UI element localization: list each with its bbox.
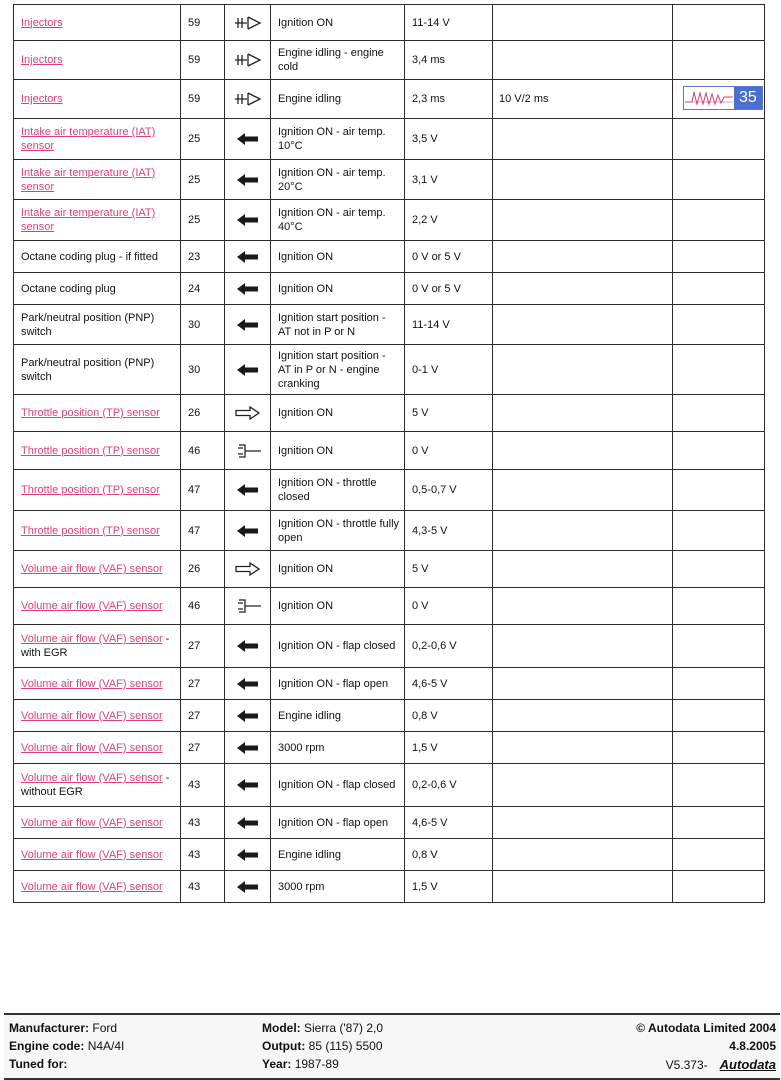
value-cell: 11-14 V	[405, 5, 493, 41]
value-cell: 1,5 V	[405, 871, 493, 903]
table-row	[14, 871, 765, 903]
waveform-cell	[673, 305, 765, 345]
scope-setting-cell	[493, 273, 673, 305]
version: V5.373-	[665, 1058, 708, 1072]
injector-symbol-icon	[225, 5, 271, 41]
value-cell: 3,5 V	[405, 119, 493, 160]
value-cell: 2,3 ms	[405, 80, 493, 119]
component-cell[interactable]	[14, 551, 181, 588]
scope-setting-cell	[493, 764, 673, 807]
manufacturer-value: Ford	[92, 1021, 118, 1035]
value-cell: 0,2-0,6 V	[405, 764, 493, 807]
component-cell[interactable]	[14, 511, 181, 551]
engine-code-label: Engine code:	[9, 1039, 85, 1053]
input-arrow-icon	[225, 700, 271, 732]
waveform-cell	[673, 700, 765, 732]
table-row	[14, 588, 765, 625]
pin-cell: 43	[181, 764, 225, 807]
waveform-cell	[673, 5, 765, 41]
table-row	[14, 625, 765, 668]
waveform-cell	[673, 588, 765, 625]
input-arrow-icon	[225, 668, 271, 700]
scope-setting-cell	[493, 668, 673, 700]
component-cell[interactable]	[14, 80, 181, 119]
scope-setting-cell	[493, 700, 673, 732]
value-cell: 3,4 ms	[405, 41, 493, 80]
value-cell: 0-1 V	[405, 345, 493, 395]
component-link[interactable]: Intake air temperature (IAT) sensor	[21, 126, 156, 152]
scope-setting-cell	[493, 470, 673, 511]
year-value: 1987-89	[294, 1057, 339, 1071]
component-cell[interactable]	[14, 5, 181, 41]
input-arrow-icon	[225, 160, 271, 200]
waveform-cell	[673, 119, 765, 160]
component-cell[interactable]	[14, 588, 181, 625]
table-row	[14, 305, 765, 345]
scope-setting-cell	[493, 807, 673, 839]
condition-cell: Ignition ON - flap closed	[271, 764, 405, 807]
condition-cell: Engine idling	[271, 700, 405, 732]
scope-setting-cell	[493, 625, 673, 668]
value-cell: 0,5-0,7 V	[405, 470, 493, 511]
component-cell[interactable]	[14, 160, 181, 200]
table-row	[14, 807, 765, 839]
output-label: Output:	[262, 1039, 306, 1053]
pin-cell: 27	[181, 668, 225, 700]
scope-setting-cell	[493, 160, 673, 200]
pin-cell: 27	[181, 625, 225, 668]
condition-cell: 3000 rpm	[271, 871, 405, 903]
waveform-cell	[673, 839, 765, 871]
condition-cell: Ignition start position - AT in P or N - engine cranking	[271, 345, 405, 395]
value-cell: 0,8 V	[405, 839, 493, 871]
table-row	[14, 470, 765, 511]
scope-setting-cell	[493, 871, 673, 903]
input-arrow-icon	[225, 625, 271, 668]
condition-cell: Engine idling	[271, 80, 405, 119]
value-cell: 5 V	[405, 551, 493, 588]
component-name: Park/neutral position (PNP) switch	[21, 356, 155, 383]
component-link[interactable]: Intake air temperature (IAT) sensor	[21, 207, 156, 233]
component-link[interactable]: Volume air flow (VAF) sensor	[21, 772, 163, 784]
component-cell[interactable]	[14, 700, 181, 732]
pin-cell: 43	[181, 807, 225, 839]
pin-cell: 27	[181, 732, 225, 764]
value-cell: 0,8 V	[405, 700, 493, 732]
waveform-number: 35	[734, 87, 762, 109]
scope-setting-cell	[493, 5, 673, 41]
table-row	[14, 41, 765, 80]
component-cell[interactable]	[14, 625, 181, 668]
condition-cell: Ignition ON - air temp. 20°C	[271, 160, 405, 200]
component-link[interactable]: Throttle position (TP) sensor	[21, 484, 160, 496]
scope-setting-cell	[493, 200, 673, 241]
waveform-cell	[673, 160, 765, 200]
waveform-cell	[673, 200, 765, 241]
waveform-link[interactable]	[683, 86, 763, 110]
waveform-cell[interactable]	[673, 80, 765, 119]
table-row	[14, 839, 765, 871]
waveform-cell	[673, 241, 765, 273]
component-link[interactable]: Volume air flow (VAF) sensor	[21, 880, 163, 893]
tuned-for-label: Tuned for:	[9, 1057, 68, 1071]
value-cell: 4,6-5 V	[405, 668, 493, 700]
scope-setting-cell	[493, 588, 673, 625]
value-cell: 3,1 V	[405, 160, 493, 200]
waveform-cell	[673, 432, 765, 470]
table-row	[14, 511, 765, 551]
engine-code-value: N4A/4I	[87, 1039, 125, 1053]
scope-setting-cell	[493, 119, 673, 160]
input-arrow-icon	[225, 273, 271, 305]
condition-cell: Ignition ON	[271, 241, 405, 273]
condition-cell: Ignition ON - flap open	[271, 668, 405, 700]
value-cell: 0 V	[405, 432, 493, 470]
pin-cell: 25	[181, 160, 225, 200]
component-link[interactable]: Volume air flow (VAF) sensor	[21, 816, 163, 829]
condition-cell: Engine idling - engine cold	[271, 41, 405, 80]
condition-cell: Ignition ON	[271, 551, 405, 588]
waveform-icon	[684, 88, 734, 108]
manufacturer-label: Manufacturer:	[9, 1021, 90, 1035]
year-label: Year:	[262, 1057, 292, 1071]
table-row	[14, 119, 765, 160]
injector-symbol-icon	[225, 41, 271, 80]
component-cell[interactable]	[14, 395, 181, 432]
component-link[interactable]: Throttle position (TP) sensor	[21, 444, 160, 457]
value-cell: 0,2-0,6 V	[405, 625, 493, 668]
condition-cell: Ignition ON - throttle closed	[271, 470, 405, 511]
scope-setting-cell	[493, 732, 673, 764]
autodata-logo: Autodata	[719, 1057, 776, 1072]
condition-cell: Ignition start position - AT not in P or N	[271, 305, 405, 345]
condition-cell: Ignition ON - flap closed	[271, 625, 405, 668]
input-arrow-icon	[225, 470, 271, 511]
pin-cell: 47	[181, 470, 225, 511]
table-row	[14, 732, 765, 764]
output-arrow-icon	[225, 551, 271, 588]
pin-cell: 59	[181, 41, 225, 80]
value-cell: 5 V	[405, 395, 493, 432]
table-row	[14, 551, 765, 588]
pin-cell: 30	[181, 345, 225, 395]
waveform-cell	[673, 273, 765, 305]
component-link[interactable]: Intake air temperature (IAT) sensor	[21, 166, 156, 193]
condition-cell: Ignition ON	[271, 5, 405, 41]
table-row	[14, 432, 765, 470]
waveform-cell	[673, 807, 765, 839]
scope-setting-cell	[493, 511, 673, 551]
pin-cell: 59	[181, 80, 225, 119]
input-arrow-icon	[225, 764, 271, 807]
injector-symbol-icon	[225, 80, 271, 119]
pin-cell: 26	[181, 395, 225, 432]
waveform-cell	[673, 511, 765, 551]
component-cell	[14, 273, 181, 305]
component-link[interactable]: Volume air flow (VAF) sensor	[21, 600, 163, 612]
component-link[interactable]: Volume air flow (VAF) sensor	[21, 741, 163, 754]
model-label: Model:	[262, 1021, 301, 1035]
table-row	[14, 80, 765, 119]
table-row	[14, 273, 765, 305]
waveform-cell	[673, 871, 765, 903]
value-cell: 1,5 V	[405, 732, 493, 764]
pin-cell: 30	[181, 305, 225, 345]
pin-cell: 43	[181, 871, 225, 903]
table-row	[14, 345, 765, 395]
waveform-cell	[673, 345, 765, 395]
component-link[interactable]: Injectors	[21, 93, 63, 105]
measurement-table	[13, 4, 765, 903]
scope-setting-cell	[493, 839, 673, 871]
condition-cell: 3000 rpm	[271, 732, 405, 764]
table-row	[14, 764, 765, 807]
pin-cell: 25	[181, 200, 225, 241]
table-row	[14, 395, 765, 432]
component-cell[interactable]	[14, 807, 181, 839]
input-arrow-icon	[225, 241, 271, 273]
pin-cell: 46	[181, 588, 225, 625]
copyright: © Autodata Limited 2004	[636, 1021, 776, 1035]
waveform-cell	[673, 470, 765, 511]
waveform-cell	[673, 41, 765, 80]
table-row	[14, 160, 765, 200]
component-cell[interactable]	[14, 764, 181, 807]
model-value: Sierra ('87) 2,0	[304, 1021, 384, 1035]
waveform-cell	[673, 732, 765, 764]
value-cell: 11-14 V	[405, 305, 493, 345]
component-link[interactable]: Volume air flow (VAF) sensor	[21, 709, 163, 722]
input-arrow-icon	[225, 871, 271, 903]
component-link[interactable]: Volume air flow (VAF) sensor	[21, 633, 163, 645]
waveform-cell	[673, 764, 765, 807]
scope-setting-cell: 10 V/2 ms	[493, 80, 673, 119]
component-cell[interactable]	[14, 470, 181, 511]
input-arrow-icon	[225, 732, 271, 764]
component-cell[interactable]	[14, 41, 181, 80]
table-row	[14, 700, 765, 732]
input-arrow-icon	[225, 200, 271, 241]
pin-cell: 43	[181, 839, 225, 871]
pin-cell: 46	[181, 432, 225, 470]
component-link[interactable]: Volume air flow (VAF) sensor	[21, 563, 163, 575]
condition-cell: Ignition ON	[271, 273, 405, 305]
input-arrow-icon	[225, 839, 271, 871]
condition-cell: Engine idling	[271, 839, 405, 871]
condition-cell: Ignition ON - throttle fully open	[271, 511, 405, 551]
input-arrow-icon	[225, 345, 271, 395]
condition-cell: Ignition ON	[271, 588, 405, 625]
component-link[interactable]: Injectors	[21, 54, 63, 66]
scope-setting-cell	[493, 395, 673, 432]
value-cell: 2,2 V	[405, 200, 493, 241]
waveform-cell	[673, 551, 765, 588]
ground-symbol-icon	[225, 432, 271, 470]
input-arrow-icon	[225, 511, 271, 551]
component-suffix: - with EGR	[21, 633, 170, 659]
input-arrow-icon	[225, 807, 271, 839]
component-name: Park/neutral position (PNP) switch	[21, 311, 155, 338]
component-cell	[14, 345, 181, 395]
component-link[interactable]: Volume air flow (VAF) sensor	[21, 848, 163, 861]
component-cell	[14, 241, 181, 273]
output-arrow-icon	[225, 395, 271, 432]
condition-cell: Ignition ON - air temp. 10°C	[271, 119, 405, 160]
value-cell: 4,6-5 V	[405, 807, 493, 839]
scope-setting-cell	[493, 305, 673, 345]
pin-cell: 25	[181, 119, 225, 160]
pin-cell: 27	[181, 700, 225, 732]
component-name: Octane coding plug	[21, 282, 116, 295]
component-link[interactable]: Throttle position (TP) sensor	[21, 524, 160, 537]
ground-symbol-icon	[225, 588, 271, 625]
value-cell: 4,3-5 V	[405, 511, 493, 551]
waveform-cell	[673, 625, 765, 668]
waveform-cell	[673, 395, 765, 432]
output-value: 85 (115) 5500	[308, 1039, 383, 1053]
table-row	[14, 241, 765, 273]
component-cell	[14, 305, 181, 345]
value-cell: 0 V or 5 V	[405, 241, 493, 273]
pin-cell: 47	[181, 511, 225, 551]
component-link[interactable]: Injectors	[21, 16, 63, 29]
component-cell[interactable]	[14, 871, 181, 903]
component-link[interactable]: Throttle position (TP) sensor	[21, 407, 160, 419]
footer	[4, 1013, 780, 1080]
scope-setting-cell	[493, 241, 673, 273]
waveform-cell	[673, 668, 765, 700]
scope-setting-cell	[493, 551, 673, 588]
condition-cell: Ignition ON - flap open	[271, 807, 405, 839]
component-suffix: - without EGR	[21, 772, 170, 798]
component-cell[interactable]	[14, 732, 181, 764]
pin-cell: 59	[181, 5, 225, 41]
scope-setting-cell	[493, 41, 673, 80]
scope-setting-cell	[493, 345, 673, 395]
component-cell[interactable]	[14, 432, 181, 470]
value-cell: 0 V or 5 V	[405, 273, 493, 305]
component-name: Octane coding plug - if fitted	[21, 250, 158, 263]
table-row	[14, 668, 765, 700]
pin-cell: 24	[181, 273, 225, 305]
table-row	[14, 5, 765, 41]
input-arrow-icon	[225, 119, 271, 160]
print-date: 4.8.2005	[729, 1039, 776, 1053]
table-row	[14, 200, 765, 241]
component-link[interactable]: Volume air flow (VAF) sensor	[21, 677, 163, 690]
pin-cell: 26	[181, 551, 225, 588]
component-cell[interactable]	[14, 668, 181, 700]
value-cell: 0 V	[405, 588, 493, 625]
scope-setting-cell	[493, 432, 673, 470]
component-cell[interactable]	[14, 119, 181, 160]
component-cell[interactable]	[14, 200, 181, 241]
component-cell[interactable]	[14, 839, 181, 871]
condition-cell: Ignition ON - air temp. 40°C	[271, 200, 405, 241]
pin-cell: 23	[181, 241, 225, 273]
condition-cell: Ignition ON	[271, 395, 405, 432]
input-arrow-icon	[225, 305, 271, 345]
condition-cell: Ignition ON	[271, 432, 405, 470]
